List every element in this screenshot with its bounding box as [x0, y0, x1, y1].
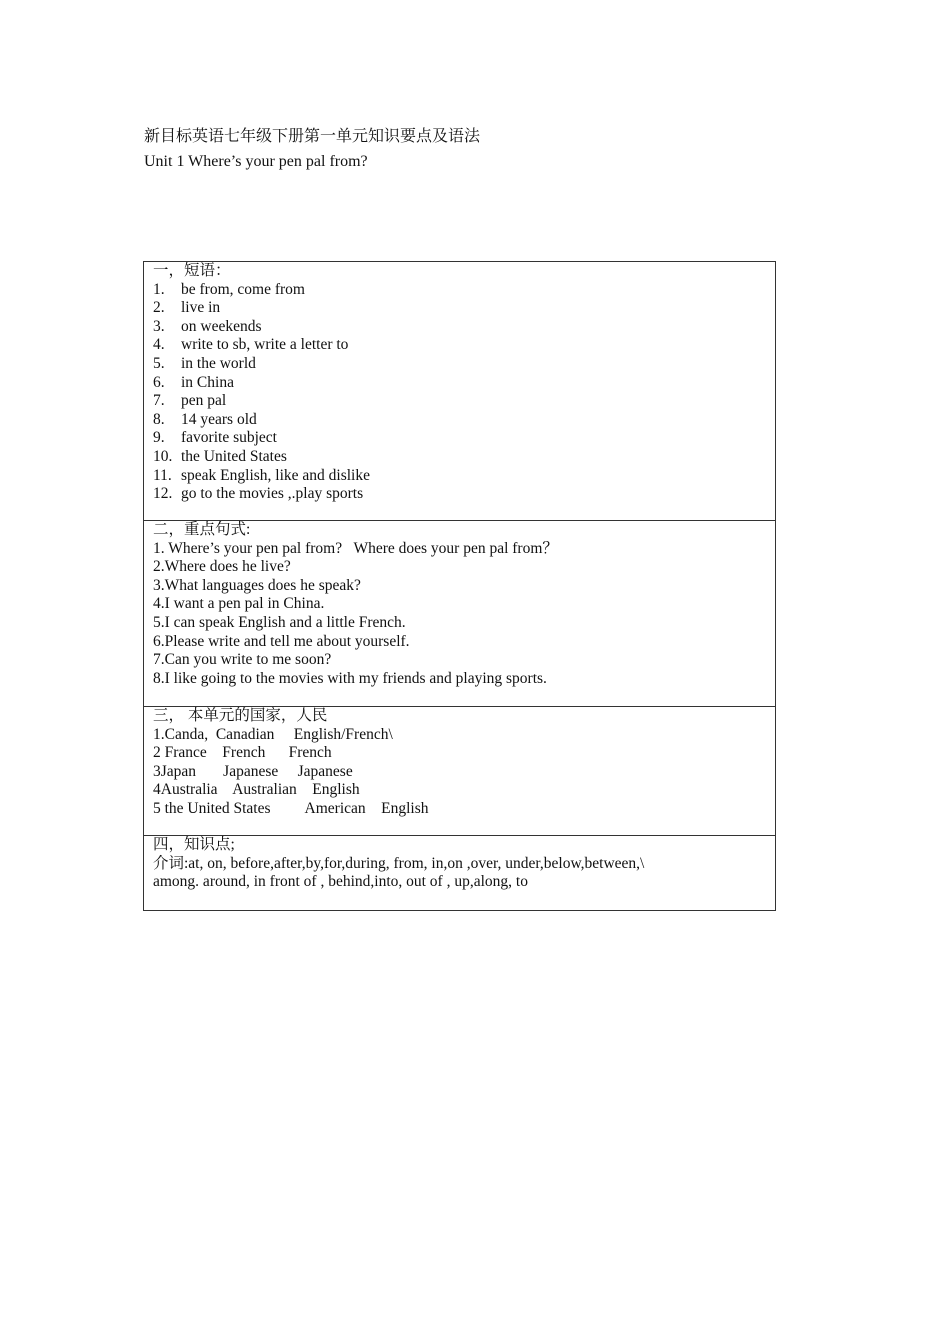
item-text: in China [181, 373, 234, 391]
phrase-list [153, 281, 767, 504]
item-number: 3. [153, 317, 165, 335]
item-text: in the world [181, 354, 256, 372]
item-text: speak English, like and dislike [181, 466, 370, 484]
list-item [153, 429, 767, 448]
item-text: pen pal [181, 392, 227, 410]
item-text: the United States [181, 447, 287, 465]
sentence-line: 2.Where does he live? [153, 558, 291, 576]
list-item [153, 281, 767, 300]
list-item [153, 318, 767, 337]
list-item [153, 411, 767, 430]
item-number: 5. [153, 354, 165, 372]
list-item [153, 467, 767, 486]
section-countries-cell [144, 707, 776, 836]
item-number: 2. [153, 299, 165, 317]
section-knowledge-points [144, 836, 776, 911]
country-line: 4Australia Australian English [153, 781, 360, 799]
list-item [153, 336, 767, 355]
item-number: 11. [153, 466, 172, 484]
item-text: go to the movies ,.play sports [181, 485, 364, 503]
item-number: 4. [153, 336, 165, 354]
country-line: 2 France French French [153, 744, 332, 762]
item-number: 10. [153, 447, 173, 465]
section-heading: 三， 本单元的国家，人民 [153, 707, 328, 724]
section-heading: 一，短语： [153, 262, 231, 279]
list-item [153, 374, 767, 393]
section-countries [144, 707, 776, 836]
item-text: on weekends [181, 317, 262, 335]
list-item [153, 485, 767, 504]
item-text: write to sb, write a letter to [181, 336, 349, 354]
section-heading: 二，重点句式: [153, 521, 251, 538]
item-number: 8. [153, 410, 165, 428]
list-item [153, 392, 767, 411]
section-heading: 四，知识点; [153, 836, 235, 853]
section-key-sentences-cell [144, 521, 776, 707]
list-item [153, 299, 767, 318]
list-item [153, 448, 767, 467]
sentence-line: 6.Please write and tell me about yourself. [153, 632, 410, 650]
item-number: 7. [153, 392, 165, 410]
section-knowledge-points-cell [144, 836, 776, 911]
sentence-line: 5.I can speak English and a little French. [153, 613, 406, 631]
item-text: live in [181, 299, 221, 317]
item-number: 6. [153, 373, 165, 391]
document-title: 新目标英语七年级下册第一单元知识要点及语法 [144, 128, 481, 145]
section-phrases [144, 262, 776, 521]
section-key-sentences [144, 521, 776, 707]
item-number: 9. [153, 429, 165, 447]
list-item [153, 355, 767, 374]
document-header [144, 124, 480, 174]
sentence-line: 4.I want a pen pal in China. [153, 595, 325, 613]
country-line: 5 the United States American English [153, 799, 429, 817]
section-phrases-cell [144, 262, 776, 521]
sentence-line: 7.Can you write to me soon? [153, 651, 332, 669]
sentence-line: 3.What languages does he speak? [153, 576, 361, 594]
sentence-line: 8.I like going to the movies with my friends and playing sports. [153, 669, 547, 687]
country-line: 1.Canda, Canadian English/French\ [153, 725, 393, 743]
item-number: 1. [153, 280, 165, 298]
document-subtitle: Unit 1 Where’s your pen pal from? [144, 153, 368, 170]
item-number: 12. [153, 485, 173, 503]
preposition-line: 介词:at, on, before,after,by,for,during, from, in,on ,over, under,below,between,\ [153, 854, 645, 872]
item-text: favorite subject [181, 429, 277, 447]
sentence-line: 1. Where’s your pen pal from? Where does your pen pal from？ [153, 539, 558, 557]
country-line: 3Japan Japanese Japanese [153, 762, 353, 780]
notes-table [143, 261, 776, 911]
item-text: be from, come from [181, 280, 305, 298]
item-text: 14 years old [181, 410, 257, 428]
preposition-line: among. around, in front of , behind,into, out of , up,along, to [153, 873, 528, 891]
